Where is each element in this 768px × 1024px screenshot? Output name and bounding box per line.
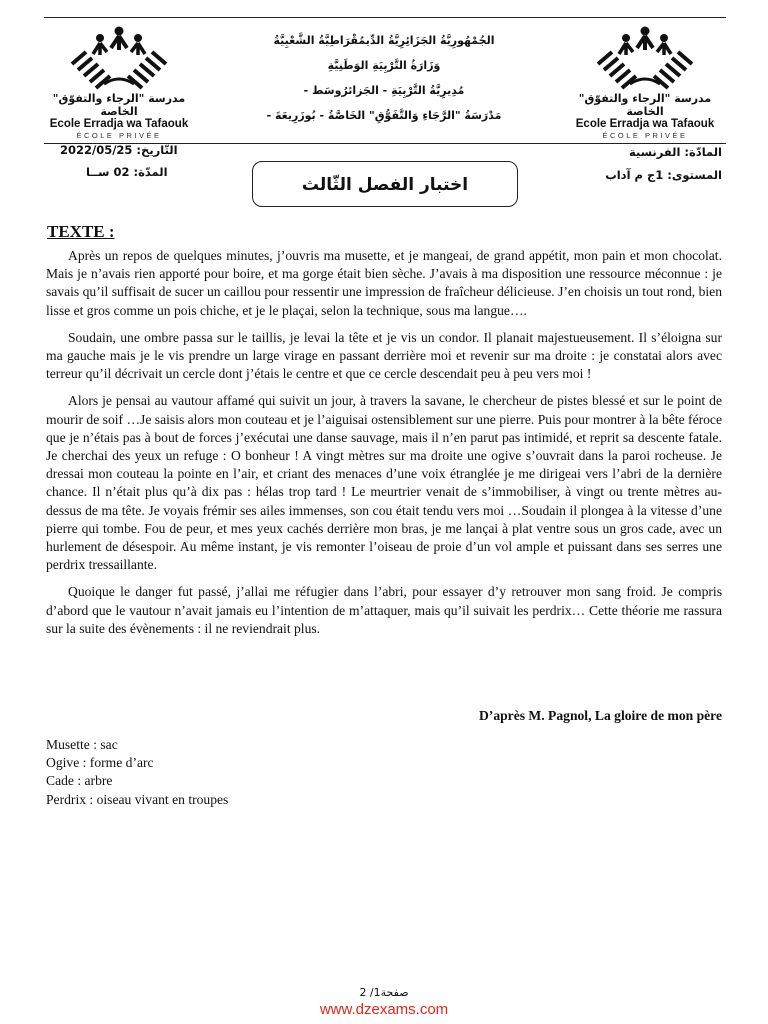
school-emblem-icon <box>64 22 174 94</box>
school-name-arabic-right: مدرسة "الرجاء والتفوّق" الخاصة <box>578 92 712 118</box>
school-logo-left <box>44 22 194 140</box>
paragraph-1: Après un repos de quelques minutes, j’ouvris ma musette, et je mangeai, de grand appétit, mon pain et mon chocolat. Mais je n’avais rien apporté pour boire, et ma gorge était bien sèche. J’avais à ma disposition une ressource méconnue : je savais qu’il suffisait de sucer un caillou pour ressentir une impression de fraîcheur délicieuse. J’en choisis un tout rond, bien lisse et gros comme un pois chiche, et je le plaçai, selon la technique, sous ma langue…. <box>46 248 722 318</box>
exam-date: التّاريخ: 2022/05/25 <box>60 143 178 157</box>
school-emblem-icon <box>590 22 700 94</box>
texte-heading: TEXTE : <box>47 222 115 241</box>
glossary-item: Ogive : forme d’arc <box>46 755 154 771</box>
glossary <box>46 736 228 809</box>
top-divider <box>44 17 726 18</box>
page-number: صفحة1/ 2 <box>359 986 409 999</box>
directorate-line: مُدِيرِيَّةُ التَّرْبِيَةِ - الجَزائرُوسَط - <box>303 84 465 97</box>
exam-duration: المدّة: 02 ســا <box>86 165 168 179</box>
glossary-item: Cade : arbre <box>46 773 113 789</box>
ministry-line: وَزَارَةُ التَّرْبِيَةِ الوَطَنِيَّةِ <box>327 59 441 72</box>
reading-text <box>46 247 722 647</box>
text-source: D’après M. Pagnol, La gloire de mon père <box>478 708 722 723</box>
paragraph-3: Alors je pensai au vautour affamé qui suivit un jour, à travers la savane, le chercheur de pistes blessé et sur le point de mourir de soif …Je saisis alors mon couteau et je l’aiguisai ostensiblement sur une pierre. Puis pour montrer à la bête féroce que je n’étais pas à bout de forces j’exécutai une danse sauvage, mais il n’en parut pas intimidé, et reprit sa descente fatale. Je cherchai des yeux un refuge : O bonheur ! A vingt mètres sur ma droite une ogive s’ouvrait dans la paroi rocheuse. Je dressai mon couteau la pointe en l’air, et criant des menaces d’une voix étranglée je me dirigeai vers l’abri de la dernière chance. Il n’était plus qu’à dix pas : hélas trop tard ! Le meurtrier venait de s’immobiliser, à vingt ou trente mètres au-dessus de ma tête. Je voyais frémir ses ailes immenses, son cou était tendu vers moi …Soudain il plongea à la vitesse d’une pierre qui tombe. Fou de peur, et mes yeux cachés derrière mon bras, je me lançai à plat ventre sous un gros cade, avec un hurlement de désespoir. Au même instant, je vis remonter l’oiseau de proie d’un vol ample et puissant dans ses serres une perdrix tressaillante. <box>46 393 722 573</box>
website-watermark: www.dzexams.com <box>319 1001 449 1018</box>
school-line: مَدْرَسَةُ "الرَّجَاءِ وَالتَّفَوُّقِ" الخَاصَّةُ - بُوزَرِيعَةَ - <box>266 109 502 122</box>
school-name-arabic-left: مدرسة "الرجاء والتفوّق" الخاصة <box>52 92 186 118</box>
school-subtitle-right: ÉCOLE PRIVÉE <box>602 131 688 140</box>
ministry-header <box>250 28 518 128</box>
glossary-item: Perdrix : oiseau vivant en troupes <box>46 791 229 807</box>
school-subtitle-left: ÉCOLE PRIVÉE <box>76 131 162 140</box>
school-name-latin-left: Ecole Erradja wa Tafaouk <box>49 118 189 130</box>
school-name-latin-right: Ecole Erradja wa Tafaouk <box>575 118 715 130</box>
glossary-item: Musette : sac <box>46 737 118 752</box>
paragraph-4: Quoique le danger fut passé, j’allai me réfugier dans l’abri, pour essayer d’y retrouver mon sang froid. Je compris d’abord que le vautour n’avait jamais eu l’intention de m’attaquer, mais qu’il suivait les perdrix… Cette théorie me rassura sur la suite des évènements : il ne reviendrait plus. <box>46 584 722 636</box>
exam-title: اختبار الفصل الثّالث <box>252 161 518 207</box>
exam-subject: المادّة: الفرنسية <box>629 145 722 159</box>
exam-level: المستوى: 1ج م آداب <box>605 168 722 182</box>
paragraph-2: Soudain, une ombre passa sur le taillis, je levai la tête et je vis un condor. Il planait majestueusement. Il s’éloigna sur ma gauche mais je le vis prendre un large virage en passant derrière moi et revenir sur ma droite : je constatai alors avec terreur qu’il décrivait un cercle dont j’étais le centre et que ce cercle descendait peu à peu vers moi ! <box>46 329 722 382</box>
school-logo-right <box>570 22 720 140</box>
republic-line: الجُمْهُورِيَّةُ الجَزَائِرِيَّةُ الدِّيمُقْرَاطِيَّةُ الشَّعْبِيَّةُ <box>273 34 495 47</box>
